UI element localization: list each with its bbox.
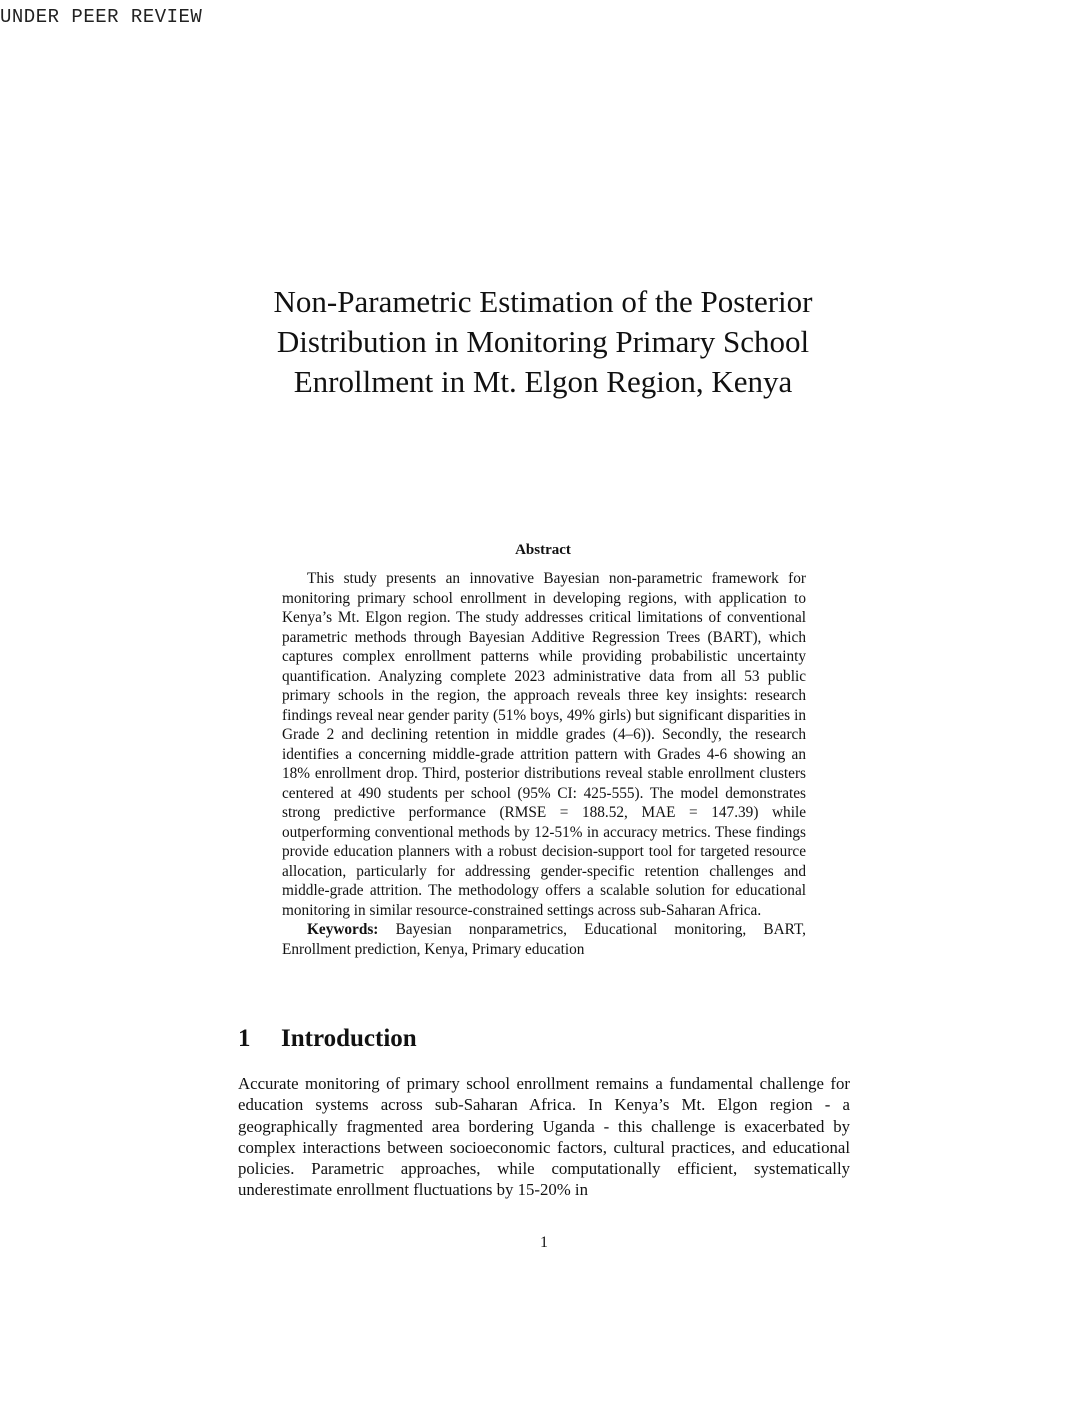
keywords-label: Keywords: xyxy=(307,921,379,938)
section-number: 1 xyxy=(238,1025,251,1052)
section-title: Introduction xyxy=(281,1025,417,1052)
title-line: Enrollment in Mt. Elgon Region, Kenya xyxy=(293,364,793,399)
paper-title xyxy=(240,282,846,402)
introduction-paragraph: Accurate monitoring of primary school enrollment remains a fundamental challenge for education systems across sub-Saharan Africa. In Kenya’s Mt. Elgon region - a geographically fragmented area bordering Uganda - this challenge is exacerbated by complex interactions between socioeconomic factors, cultural practices, and educational policies. Parametric approaches, while computationally efficient, systematically underestimate enrollment fluctuations by 15-20% in xyxy=(238,1074,850,1200)
title-line: Non-Parametric Estimation of the Posterior xyxy=(273,284,813,319)
abstract-body: This study presents an innovative Bayesian non-parametric framework for monitoring primary school enrollment in developing regions, with application to Kenya’s Mt. Elgon region. The study addresses critical limitations of conventional parametric methods through Bayesian Additive Regression Trees (BART), which captures complex enrollment patterns while providing probabilistic uncertainty quantification. Analyzing complete 2023 administrative data from all 53 public primary schools in the region, the approach reveals three key insights: research findings reveal near gender parity (51% boys, 49% girls) but significant disparities in Grade 2 and declining retention in middle grades (4–6)). Secondly, the research identifies a concerning middle-grade attrition pattern with Grades 4-6 showing an 18% enrollment drop. Third, posterior distributions reveal stable enrollment clusters centered at 490 students per school (95% CI: 425-555). The model demonstrates strong predictive performance (RMSE = 188.52, MAE = 147.39) while outperforming conventional methods by 12-51% in accuracy metrics. These findings provide education planners with a robust decision-support tool for targeted resource allocation, particularly for addressing gender-specific retention challenges and middle-grade attrition. The methodology offers a scalable solution for educational monitoring in similar resource-constrained settings across sub-Saharan Africa. xyxy=(282,570,806,919)
keywords-line xyxy=(282,920,806,959)
page-number: 1 xyxy=(540,1234,548,1251)
peer-review-watermark: UNDER PEER REVIEW xyxy=(0,6,203,28)
abstract-heading: Abstract xyxy=(515,542,571,558)
title-line: Distribution in Monitoring Primary School xyxy=(276,324,810,359)
keywords-text: Bayesian nonparametrics, Educational monitoring, BART, Enrollment prediction, Kenya, Primary education xyxy=(282,921,806,958)
abstract-block xyxy=(282,569,806,959)
introduction-block xyxy=(238,1073,850,1201)
section-heading-introduction xyxy=(238,1025,417,1053)
